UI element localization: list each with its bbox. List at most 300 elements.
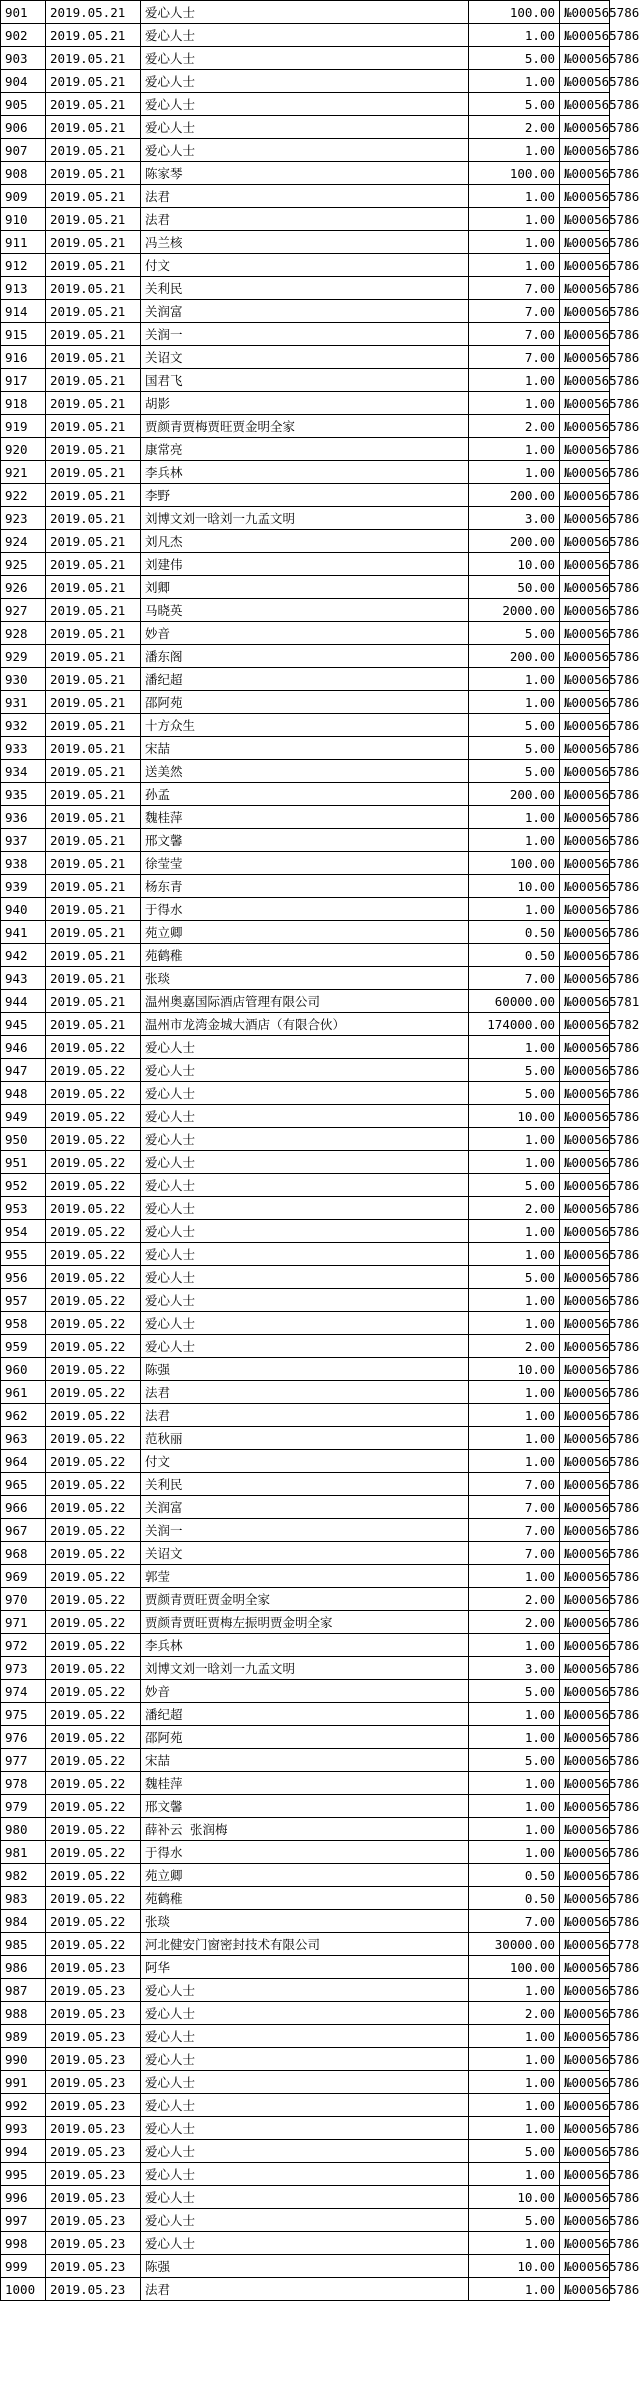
donation-amount: 1.00 bbox=[469, 1703, 560, 1726]
donation-amount: 7.00 bbox=[469, 346, 560, 369]
donation-amount: 7.00 bbox=[469, 967, 560, 990]
donation-amount: 1.00 bbox=[469, 392, 560, 415]
table-row bbox=[1, 760, 610, 783]
table-row bbox=[1, 1059, 610, 1082]
receipt-number: №000565786 bbox=[560, 24, 610, 47]
donation-date: 2019.05.23 bbox=[46, 2071, 141, 2094]
table-row bbox=[1, 116, 610, 139]
donation-amount: 1.00 bbox=[469, 1289, 560, 1312]
receipt-number: №000565786 bbox=[560, 622, 610, 645]
donation-amount: 100.00 bbox=[469, 852, 560, 875]
donation-date: 2019.05.23 bbox=[46, 2255, 141, 2278]
donation-amount: 1.00 bbox=[469, 208, 560, 231]
table-row bbox=[1, 369, 610, 392]
receipt-number: №000565786 bbox=[560, 1059, 610, 1082]
table-row bbox=[1, 1450, 610, 1473]
row-number: 958 bbox=[1, 1312, 46, 1335]
receipt-number: №000565782 bbox=[560, 1013, 610, 1036]
receipt-number: №000565786 bbox=[560, 323, 610, 346]
donation-amount: 5.00 bbox=[469, 1266, 560, 1289]
receipt-number: №000565778 bbox=[560, 1933, 610, 1956]
table-row bbox=[1, 875, 610, 898]
donation-date: 2019.05.22 bbox=[46, 1542, 141, 1565]
donation-date: 2019.05.21 bbox=[46, 783, 141, 806]
row-number: 948 bbox=[1, 1082, 46, 1105]
donation-amount: 200.00 bbox=[469, 645, 560, 668]
donor-name: 爱心人士 bbox=[141, 2048, 469, 2071]
row-number: 939 bbox=[1, 875, 46, 898]
receipt-number: №000565786 bbox=[560, 1611, 610, 1634]
donation-date: 2019.05.21 bbox=[46, 576, 141, 599]
receipt-number: №000565786 bbox=[560, 2232, 610, 2255]
donor-name: 邢文馨 bbox=[141, 1795, 469, 1818]
receipt-number: №000565786 bbox=[560, 254, 610, 277]
receipt-number: №000565786 bbox=[560, 806, 610, 829]
receipt-number: №000565786 bbox=[560, 1, 610, 24]
donor-name: 爱心人士 bbox=[141, 1059, 469, 1082]
donor-name: 爱心人士 bbox=[141, 2163, 469, 2186]
donation-amount: 1.00 bbox=[469, 2071, 560, 2094]
table-row bbox=[1, 1243, 610, 1266]
donation-date: 2019.05.22 bbox=[46, 1726, 141, 1749]
donor-name: 爱心人士 bbox=[141, 2094, 469, 2117]
donor-name: 爱心人士 bbox=[141, 1082, 469, 1105]
donation-amount: 3.00 bbox=[469, 1657, 560, 1680]
row-number: 933 bbox=[1, 737, 46, 760]
donation-date: 2019.05.23 bbox=[46, 2002, 141, 2025]
donation-amount: 10.00 bbox=[469, 2186, 560, 2209]
table-row bbox=[1, 1864, 610, 1887]
row-number: 925 bbox=[1, 553, 46, 576]
table-row bbox=[1, 967, 610, 990]
donation-amount: 7.00 bbox=[469, 277, 560, 300]
receipt-number: №000565786 bbox=[560, 2163, 610, 2186]
donation-date: 2019.05.22 bbox=[46, 1772, 141, 1795]
donor-name: 爱心人士 bbox=[141, 2140, 469, 2163]
table-row bbox=[1, 1289, 610, 1312]
donation-date: 2019.05.21 bbox=[46, 116, 141, 139]
donation-date: 2019.05.21 bbox=[46, 737, 141, 760]
row-number: 909 bbox=[1, 185, 46, 208]
table-row bbox=[1, 1128, 610, 1151]
receipt-number: №000565786 bbox=[560, 1220, 610, 1243]
row-number: 996 bbox=[1, 2186, 46, 2209]
row-number: 918 bbox=[1, 392, 46, 415]
row-number: 940 bbox=[1, 898, 46, 921]
donation-date: 2019.05.23 bbox=[46, 2094, 141, 2117]
donation-amount: 5.00 bbox=[469, 2140, 560, 2163]
donation-amount: 7.00 bbox=[469, 300, 560, 323]
donor-name: 苑鹤稚 bbox=[141, 1887, 469, 1910]
donation-amount: 1.00 bbox=[469, 1404, 560, 1427]
donation-date: 2019.05.21 bbox=[46, 346, 141, 369]
donation-amount: 5.00 bbox=[469, 1082, 560, 1105]
row-number: 989 bbox=[1, 2025, 46, 2048]
table-row bbox=[1, 576, 610, 599]
table-row bbox=[1, 277, 610, 300]
receipt-number: №000565786 bbox=[560, 1381, 610, 1404]
donation-amount: 5.00 bbox=[469, 1749, 560, 1772]
donor-name: 冯兰核 bbox=[141, 231, 469, 254]
receipt-number: №000565786 bbox=[560, 1105, 610, 1128]
row-number: 972 bbox=[1, 1634, 46, 1657]
table-row bbox=[1, 1, 610, 24]
receipt-number: №000565786 bbox=[560, 1864, 610, 1887]
row-number: 944 bbox=[1, 990, 46, 1013]
row-number: 981 bbox=[1, 1841, 46, 1864]
donation-amount: 1.00 bbox=[469, 1381, 560, 1404]
receipt-number: №000565786 bbox=[560, 1841, 610, 1864]
donation-amount: 1.00 bbox=[469, 1220, 560, 1243]
donation-amount: 2000.00 bbox=[469, 599, 560, 622]
receipt-number: №000565786 bbox=[560, 1818, 610, 1841]
donor-name: 张琰 bbox=[141, 1910, 469, 1933]
donation-date: 2019.05.21 bbox=[46, 24, 141, 47]
donor-name: 法君 bbox=[141, 1381, 469, 1404]
row-number: 984 bbox=[1, 1910, 46, 1933]
row-number: 998 bbox=[1, 2232, 46, 2255]
donation-amount: 1.00 bbox=[469, 1243, 560, 1266]
donation-date: 2019.05.22 bbox=[46, 1036, 141, 1059]
donor-name: 宋喆 bbox=[141, 1749, 469, 1772]
table-row bbox=[1, 990, 610, 1013]
donation-amount: 2.00 bbox=[469, 415, 560, 438]
donor-name: 温州奥嘉国际酒店管理有限公司 bbox=[141, 990, 469, 1013]
donor-name: 温州市龙湾金城大酒店（有限合伙） bbox=[141, 1013, 469, 1036]
table-row bbox=[1, 2186, 610, 2209]
donor-name: 苑鹤稚 bbox=[141, 944, 469, 967]
row-number: 937 bbox=[1, 829, 46, 852]
table-row bbox=[1, 231, 610, 254]
row-number: 975 bbox=[1, 1703, 46, 1726]
table-row bbox=[1, 139, 610, 162]
row-number: 934 bbox=[1, 760, 46, 783]
donor-name: 国君飞 bbox=[141, 369, 469, 392]
donation-date: 2019.05.22 bbox=[46, 1289, 141, 1312]
donation-amount: 1.00 bbox=[469, 2094, 560, 2117]
receipt-number: №000565786 bbox=[560, 829, 610, 852]
table-row bbox=[1, 1381, 610, 1404]
table-row bbox=[1, 1956, 610, 1979]
donation-date: 2019.05.21 bbox=[46, 139, 141, 162]
row-number: 904 bbox=[1, 70, 46, 93]
table-row bbox=[1, 1496, 610, 1519]
donation-amount: 1.00 bbox=[469, 438, 560, 461]
receipt-number: №000565786 bbox=[560, 346, 610, 369]
table-row bbox=[1, 392, 610, 415]
donation-amount: 1.00 bbox=[469, 1795, 560, 1818]
donor-name: 贾颜青贾旺贾梅左振明贾金明全家 bbox=[141, 1611, 469, 1634]
row-number: 997 bbox=[1, 2209, 46, 2232]
donor-name: 爱心人士 bbox=[141, 2117, 469, 2140]
receipt-number: №000565786 bbox=[560, 1082, 610, 1105]
donor-name: 苑立卿 bbox=[141, 921, 469, 944]
row-number: 924 bbox=[1, 530, 46, 553]
receipt-number: №000565786 bbox=[560, 1703, 610, 1726]
donation-date: 2019.05.22 bbox=[46, 1841, 141, 1864]
donation-date: 2019.05.23 bbox=[46, 1979, 141, 2002]
table-row bbox=[1, 714, 610, 737]
donor-name: 法君 bbox=[141, 2278, 469, 2301]
donation-amount: 2.00 bbox=[469, 1588, 560, 1611]
table-row bbox=[1, 1174, 610, 1197]
donation-amount: 1.00 bbox=[469, 254, 560, 277]
table-row bbox=[1, 1772, 610, 1795]
donor-name: 邢文馨 bbox=[141, 829, 469, 852]
row-number: 999 bbox=[1, 2255, 46, 2278]
table-row bbox=[1, 944, 610, 967]
receipt-number: №000565786 bbox=[560, 875, 610, 898]
donation-amount: 1.00 bbox=[469, 2163, 560, 2186]
donor-name: 马晓英 bbox=[141, 599, 469, 622]
donor-name: 爱心人士 bbox=[141, 139, 469, 162]
donation-date: 2019.05.23 bbox=[46, 2140, 141, 2163]
donor-name: 爱心人士 bbox=[141, 1128, 469, 1151]
donor-name: 阿华 bbox=[141, 1956, 469, 1979]
table-row bbox=[1, 24, 610, 47]
donation-date: 2019.05.22 bbox=[46, 1335, 141, 1358]
donor-name: 爱心人士 bbox=[141, 1036, 469, 1059]
donation-amount: 10.00 bbox=[469, 1105, 560, 1128]
receipt-number: №000565786 bbox=[560, 1588, 610, 1611]
donation-date: 2019.05.23 bbox=[46, 2278, 141, 2301]
donation-amount: 5.00 bbox=[469, 760, 560, 783]
row-number: 964 bbox=[1, 1450, 46, 1473]
donation-date: 2019.05.23 bbox=[46, 2048, 141, 2071]
receipt-number: №000565786 bbox=[560, 1910, 610, 1933]
table-row bbox=[1, 346, 610, 369]
donation-date: 2019.05.21 bbox=[46, 484, 141, 507]
donation-date: 2019.05.21 bbox=[46, 921, 141, 944]
row-number: 927 bbox=[1, 599, 46, 622]
row-number: 961 bbox=[1, 1381, 46, 1404]
table-row bbox=[1, 1519, 610, 1542]
donation-date: 2019.05.22 bbox=[46, 1496, 141, 1519]
donation-amount: 1.00 bbox=[469, 1726, 560, 1749]
receipt-number: №000565786 bbox=[560, 484, 610, 507]
row-number: 936 bbox=[1, 806, 46, 829]
donation-amount: 0.50 bbox=[469, 1887, 560, 1910]
row-number: 990 bbox=[1, 2048, 46, 2071]
receipt-number: №000565786 bbox=[560, 208, 610, 231]
donation-date: 2019.05.21 bbox=[46, 47, 141, 70]
donor-name: 爱心人士 bbox=[141, 2232, 469, 2255]
donor-name: 爱心人士 bbox=[141, 1266, 469, 1289]
receipt-number: №000565786 bbox=[560, 392, 610, 415]
donation-amount: 0.50 bbox=[469, 921, 560, 944]
row-number: 926 bbox=[1, 576, 46, 599]
table-row bbox=[1, 1473, 610, 1496]
table-row bbox=[1, 1703, 610, 1726]
row-number: 949 bbox=[1, 1105, 46, 1128]
donation-date: 2019.05.22 bbox=[46, 1105, 141, 1128]
donation-date: 2019.05.21 bbox=[46, 599, 141, 622]
donor-name: 关润一 bbox=[141, 1519, 469, 1542]
donation-date: 2019.05.21 bbox=[46, 438, 141, 461]
donation-date: 2019.05.21 bbox=[46, 944, 141, 967]
receipt-number: №000565786 bbox=[560, 461, 610, 484]
donor-name: 李兵林 bbox=[141, 1634, 469, 1657]
table-row bbox=[1, 806, 610, 829]
row-number: 941 bbox=[1, 921, 46, 944]
donor-name: 李野 bbox=[141, 484, 469, 507]
receipt-number: №000565786 bbox=[560, 185, 610, 208]
donation-date: 2019.05.23 bbox=[46, 2163, 141, 2186]
row-number: 992 bbox=[1, 2094, 46, 2117]
donor-name: 刘博文刘一晗刘一九孟文明 bbox=[141, 507, 469, 530]
row-number: 902 bbox=[1, 24, 46, 47]
receipt-number: №000565786 bbox=[560, 1174, 610, 1197]
donation-date: 2019.05.21 bbox=[46, 70, 141, 93]
row-number: 908 bbox=[1, 162, 46, 185]
table-row bbox=[1, 1151, 610, 1174]
donation-date: 2019.05.21 bbox=[46, 254, 141, 277]
table-row bbox=[1, 1335, 610, 1358]
row-number: 1000 bbox=[1, 2278, 46, 2301]
donation-amount: 2.00 bbox=[469, 1197, 560, 1220]
donation-amount: 1.00 bbox=[469, 1634, 560, 1657]
donation-date: 2019.05.21 bbox=[46, 231, 141, 254]
table-row bbox=[1, 47, 610, 70]
receipt-number: №000565786 bbox=[560, 967, 610, 990]
donation-amount: 1.00 bbox=[469, 24, 560, 47]
donation-amount: 174000.00 bbox=[469, 1013, 560, 1036]
receipt-number: №000565786 bbox=[560, 1128, 610, 1151]
donation-date: 2019.05.22 bbox=[46, 1473, 141, 1496]
receipt-number: №000565786 bbox=[560, 1634, 610, 1657]
donation-date: 2019.05.22 bbox=[46, 1358, 141, 1381]
donor-name: 魏桂萍 bbox=[141, 806, 469, 829]
donor-name: 法君 bbox=[141, 208, 469, 231]
donation-date: 2019.05.21 bbox=[46, 415, 141, 438]
donation-amount: 200.00 bbox=[469, 530, 560, 553]
row-number: 942 bbox=[1, 944, 46, 967]
donation-date: 2019.05.21 bbox=[46, 898, 141, 921]
donation-amount: 5.00 bbox=[469, 737, 560, 760]
donation-date: 2019.05.21 bbox=[46, 1, 141, 24]
donation-date: 2019.05.21 bbox=[46, 369, 141, 392]
donation-amount: 7.00 bbox=[469, 1473, 560, 1496]
donation-amount: 1.00 bbox=[469, 139, 560, 162]
row-number: 970 bbox=[1, 1588, 46, 1611]
row-number: 951 bbox=[1, 1151, 46, 1174]
row-number: 935 bbox=[1, 783, 46, 806]
donation-amount: 100.00 bbox=[469, 1956, 560, 1979]
donation-amount: 1.00 bbox=[469, 691, 560, 714]
donation-date: 2019.05.21 bbox=[46, 162, 141, 185]
donation-amount: 1.00 bbox=[469, 806, 560, 829]
receipt-number: №000565786 bbox=[560, 2186, 610, 2209]
donation-date: 2019.05.22 bbox=[46, 1634, 141, 1657]
donor-name: 爱心人士 bbox=[141, 2071, 469, 2094]
donation-amount: 1.00 bbox=[469, 1818, 560, 1841]
donation-date: 2019.05.22 bbox=[46, 1795, 141, 1818]
table-row bbox=[1, 2232, 610, 2255]
donor-name: 徐莹莹 bbox=[141, 852, 469, 875]
receipt-number: №000565786 bbox=[560, 1979, 610, 2002]
donation-date: 2019.05.21 bbox=[46, 392, 141, 415]
receipt-number: №000565786 bbox=[560, 415, 610, 438]
table-row bbox=[1, 553, 610, 576]
table-row bbox=[1, 622, 610, 645]
row-number: 976 bbox=[1, 1726, 46, 1749]
row-number: 903 bbox=[1, 47, 46, 70]
receipt-number: №000565781 bbox=[560, 990, 610, 1013]
row-number: 966 bbox=[1, 1496, 46, 1519]
donation-amount: 7.00 bbox=[469, 1519, 560, 1542]
receipt-number: №000565786 bbox=[560, 2255, 610, 2278]
donation-date: 2019.05.22 bbox=[46, 1151, 141, 1174]
donation-amount: 1.00 bbox=[469, 461, 560, 484]
receipt-number: №000565786 bbox=[560, 2278, 610, 2301]
table-row bbox=[1, 829, 610, 852]
receipt-number: №000565786 bbox=[560, 2071, 610, 2094]
donation-amount: 10.00 bbox=[469, 553, 560, 576]
donation-date: 2019.05.21 bbox=[46, 806, 141, 829]
table-row bbox=[1, 1312, 610, 1335]
donation-date: 2019.05.21 bbox=[46, 622, 141, 645]
donation-amount: 1.00 bbox=[469, 185, 560, 208]
donor-name: 爱心人士 bbox=[141, 1220, 469, 1243]
donor-name: 关利民 bbox=[141, 277, 469, 300]
donation-date: 2019.05.23 bbox=[46, 1956, 141, 1979]
donor-name: 陈家琴 bbox=[141, 162, 469, 185]
donation-date: 2019.05.22 bbox=[46, 1381, 141, 1404]
receipt-number: №000565786 bbox=[560, 2094, 610, 2117]
donor-name: 薛补云 张润梅 bbox=[141, 1818, 469, 1841]
receipt-number: №000565786 bbox=[560, 783, 610, 806]
table-row bbox=[1, 1358, 610, 1381]
receipt-number: №000565786 bbox=[560, 2209, 610, 2232]
donation-amount: 2.00 bbox=[469, 1335, 560, 1358]
receipt-number: №000565786 bbox=[560, 47, 610, 70]
donation-date: 2019.05.21 bbox=[46, 760, 141, 783]
donation-amount: 1.00 bbox=[469, 2278, 560, 2301]
donation-amount: 10.00 bbox=[469, 2255, 560, 2278]
table-row bbox=[1, 737, 610, 760]
donation-amount: 1.00 bbox=[469, 2232, 560, 2255]
donation-amount: 1.00 bbox=[469, 1979, 560, 2002]
receipt-number: №000565786 bbox=[560, 1565, 610, 1588]
table-row bbox=[1, 668, 610, 691]
donation-amount: 30000.00 bbox=[469, 1933, 560, 1956]
donor-name: 潘东阁 bbox=[141, 645, 469, 668]
donor-name: 关润富 bbox=[141, 1496, 469, 1519]
table-row bbox=[1, 2025, 610, 2048]
row-number: 943 bbox=[1, 967, 46, 990]
donation-amount: 7.00 bbox=[469, 323, 560, 346]
donation-date: 2019.05.21 bbox=[46, 852, 141, 875]
donor-name: 关诏文 bbox=[141, 346, 469, 369]
table-row bbox=[1, 599, 610, 622]
donation-amount: 1.00 bbox=[469, 2025, 560, 2048]
row-number: 953 bbox=[1, 1197, 46, 1220]
row-number: 978 bbox=[1, 1772, 46, 1795]
row-number: 929 bbox=[1, 645, 46, 668]
donor-name: 爱心人士 bbox=[141, 1335, 469, 1358]
donor-name: 刘卿 bbox=[141, 576, 469, 599]
donation-date: 2019.05.21 bbox=[46, 691, 141, 714]
row-number: 946 bbox=[1, 1036, 46, 1059]
donor-name: 爱心人士 bbox=[141, 2209, 469, 2232]
row-number: 954 bbox=[1, 1220, 46, 1243]
donation-date: 2019.05.21 bbox=[46, 553, 141, 576]
donation-amount: 1.00 bbox=[469, 1450, 560, 1473]
row-number: 957 bbox=[1, 1289, 46, 1312]
table-row bbox=[1, 2140, 610, 2163]
table-row bbox=[1, 1933, 610, 1956]
receipt-number: №000565786 bbox=[560, 852, 610, 875]
